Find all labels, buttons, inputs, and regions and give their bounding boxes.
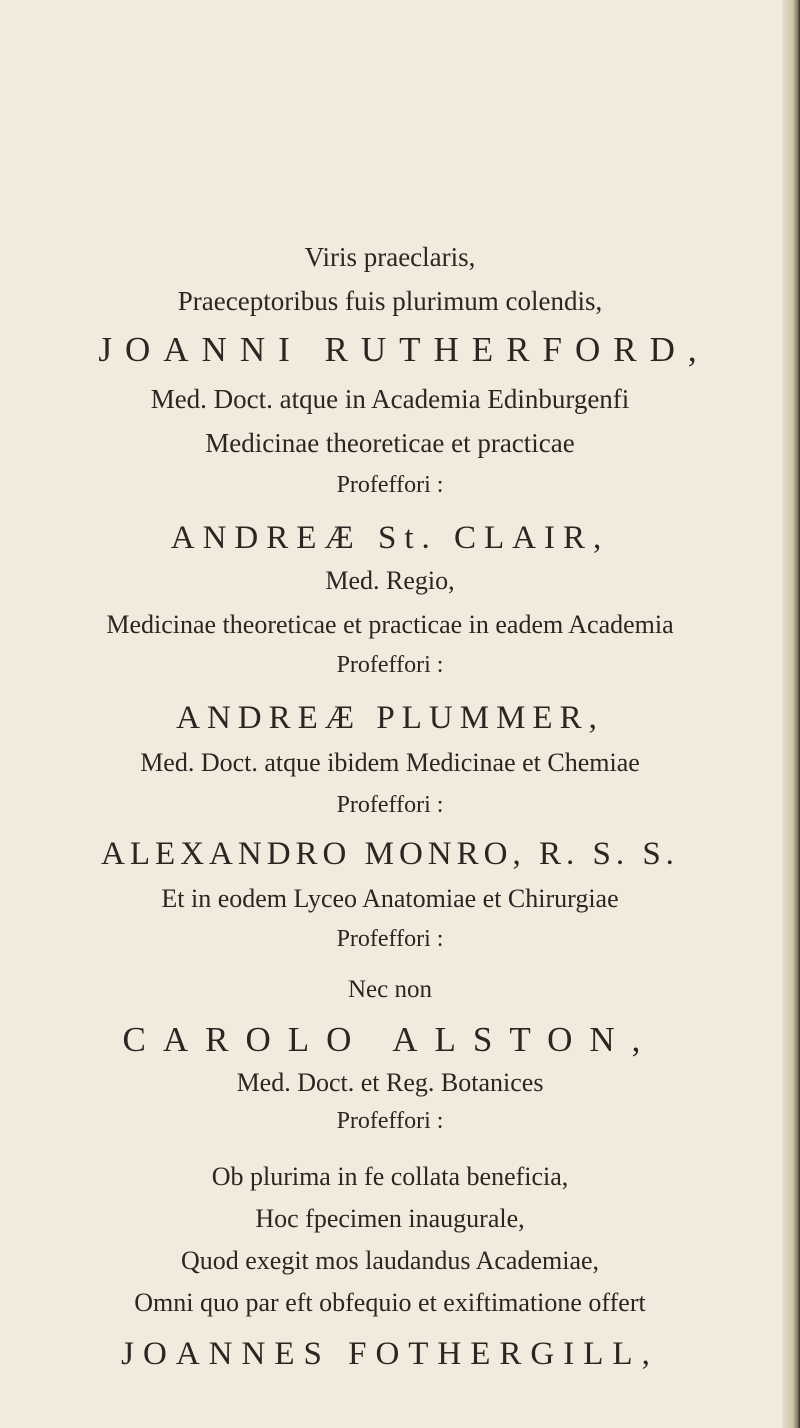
professor-title-line: Med. Regio, bbox=[325, 566, 455, 595]
closing-line: Hoc fpecimen inaugurale, bbox=[255, 1204, 525, 1233]
professor-title-line: Med. Doct. atque in Academia Edinburgenfi bbox=[150, 384, 630, 414]
professor-title-line: Med. Doct. et Reg. Botanices bbox=[236, 1068, 544, 1097]
professor-name-alston: CAROLO ALSTON, bbox=[122, 1020, 658, 1059]
professor-title-line: Medicinae theoreticae et practicae bbox=[205, 428, 575, 458]
professor-name-rutherford: JOANNI RUTHERFORD, bbox=[98, 330, 710, 369]
closing-line: Ob plurima in fe collata beneficia, bbox=[211, 1162, 569, 1191]
professor-name-plummer: ANDREÆ PLUMMER, bbox=[176, 700, 604, 736]
dedication-addressees: Praeceptoribus fuis plurimum colendis, bbox=[177, 286, 603, 316]
professor-title-line: Profeffori : bbox=[336, 652, 444, 678]
professor-title-line: Profeffori : bbox=[336, 926, 444, 952]
professor-title-line: Profeffori : bbox=[336, 472, 444, 498]
professor-title-line: Profeffori : bbox=[336, 792, 444, 818]
professor-title-line: Et in eodem Lyceo Anatomiae et Chirurgiae bbox=[161, 884, 619, 913]
professor-name-stclair: ANDREÆ St. CLAIR, bbox=[170, 520, 610, 556]
professor-title-line: Profeffori : bbox=[336, 1108, 444, 1134]
page-edge bbox=[782, 0, 800, 1428]
professor-name-monro: ALEXANDRO MONRO, R. S. S. bbox=[101, 836, 679, 872]
professor-title-line: Medicinae theoreticae et practicae in eadem Academia bbox=[106, 610, 674, 639]
dedication-opening: Viris praeclaris, bbox=[304, 242, 476, 272]
closing-line: Quod exegit mos laudandus Academiae, bbox=[180, 1246, 600, 1275]
author-name: JOANNES FOTHERGILL, bbox=[121, 1336, 659, 1372]
closing-line: Omni quo par eft obfequio et exiftimatione offert bbox=[134, 1288, 646, 1317]
nec-non-connector: Nec non bbox=[348, 976, 432, 1003]
professor-title-line: Med. Doct. atque ibidem Medicinae et Chemiae bbox=[140, 748, 640, 777]
